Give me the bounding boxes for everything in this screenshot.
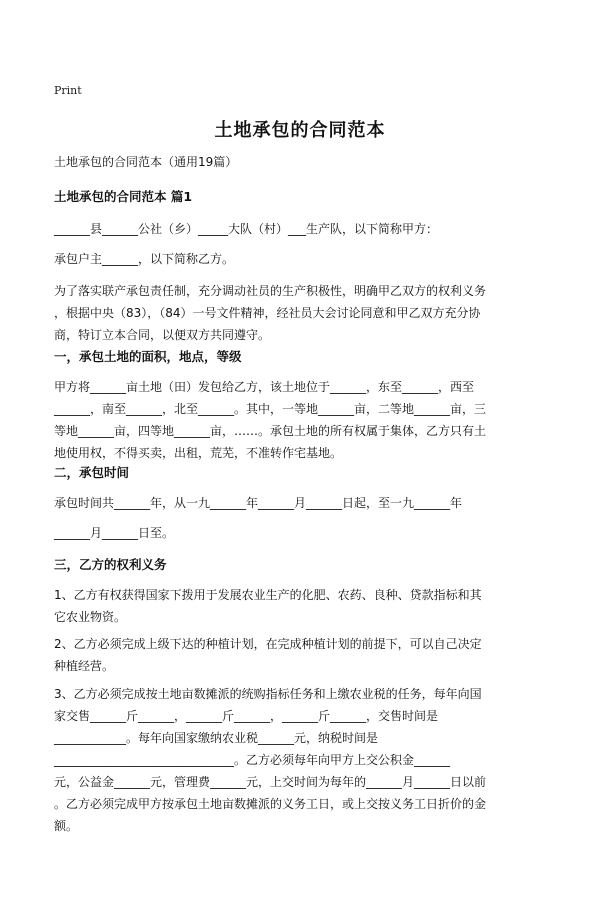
section-1-line: 等地______亩，四等地______亩，……。承包土地的所有权属于集体，乙方只有土 xyxy=(54,424,487,438)
section-2-line: ______月______日至。 xyxy=(54,526,175,540)
item-1-line: 它农业物资。 xyxy=(54,610,127,624)
intro-line: ，根据中央（83），（84）一号文件精神，经社员大会讨论同意和甲乙双方充分协 xyxy=(54,306,481,320)
intro-paragraph xyxy=(54,280,550,346)
section-2-heading: 二，承包时间 xyxy=(54,465,130,480)
item-3-line: 。乙方必须完成甲方按承包土地亩数摊派的义务工日，或上交按义务工日折价的金 xyxy=(54,797,487,811)
section-3-heading: 三，乙方的权利义务 xyxy=(54,557,167,572)
item-1-line: 1、乙方有权获得国家下拨用于发展农业生产的化肥、农药、良种、贷款指标和其 xyxy=(54,588,482,602)
item-3-line: 额。 xyxy=(54,819,79,833)
item-3-line: 元，公益金______元，管理费______元，上交时间为每年的______月______日以前 xyxy=(54,775,487,789)
item-2-line: 2、乙方必须完成上级下达的种植计划，在完成种植计划的前提下，可以自己决定 xyxy=(54,637,482,651)
item-3-line: ____________。每年向国家缴纳农业税______元，纳税时间是 xyxy=(54,731,379,745)
section-2-line: 承包时间共______年，从一九______年______月______日起，至一九______年 xyxy=(54,496,463,510)
document-title: 土地承包的合同范本 xyxy=(214,120,386,141)
item-1 xyxy=(54,584,550,628)
document-subtitle: 土地承包的合同范本（通用19篇） xyxy=(54,155,238,169)
parties-line-1: ______县______公社（乡）_____大队（村）___生产队，以下简称甲方： xyxy=(54,222,439,236)
item-2-line: 种植经营。 xyxy=(54,659,115,673)
item-3 xyxy=(54,683,550,837)
item-2 xyxy=(54,633,550,677)
item-3-line: 3、乙方必须完成按土地亩数摊派的统购指标任务和上缴农业税的任务，每年向国 xyxy=(54,687,482,701)
intro-line: 商，特订立本合同，以便双方共同遵守。 xyxy=(54,328,271,342)
section-1-line: 甲方将______亩土地（田）发包给乙方，该土地位于______，东至______，西至 xyxy=(54,380,475,394)
section-1-line: ______，南至______，北至______。其中，一等地______亩，二等地______亩，三 xyxy=(54,402,487,416)
section-heading: 土地承包的合同范本 篇1 xyxy=(54,189,193,204)
item-3-line: ______________________________。乙方必须每年向甲方上交公积金______ xyxy=(54,753,451,767)
intro-line: 为了落实联产承包责任制，充分调动社员的生产积极性，明确甲乙双方的权利义务 xyxy=(54,284,487,298)
item-3-line: 家交售______斤______，______斤______，______斤______，交售时间是 xyxy=(54,709,439,723)
parties-line-2: 承包户主______，以下简称乙方。 xyxy=(54,252,235,266)
section-1-line: 地使用权，不得买卖，出租，荒芜，不准转作宅基地。 xyxy=(54,446,343,460)
print-link[interactable]: Print xyxy=(54,84,82,97)
section-2-body xyxy=(54,492,550,544)
section-1-heading: 一，承包土地的面积，地点，等级 xyxy=(54,349,242,364)
section-1-body xyxy=(54,376,550,464)
